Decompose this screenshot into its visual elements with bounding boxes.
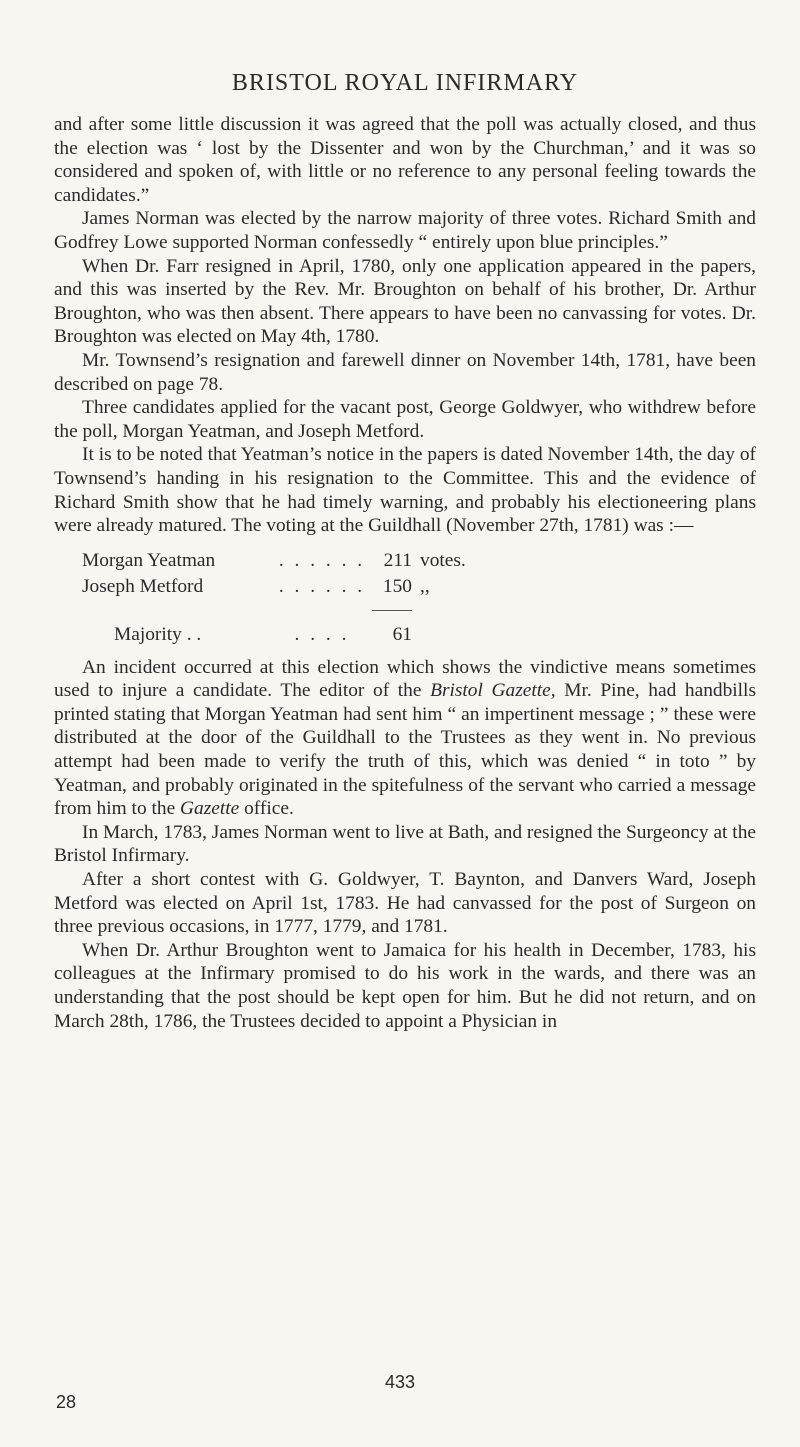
sum-rule-row — [82, 600, 756, 622]
majority-label: Majority . . — [114, 623, 202, 645]
paragraph: James Norman was elected by the narrow majority of three votes. Richard Smith and Godfrey Lowe supported Norman confessedly “ entirely upon blue principles.” — [54, 208, 756, 253]
paragraph: It is to be noted that Yeatman’s notice in the papers is dated November 14th, the day of Townsend’s handing in his resignation to the Committee. This and the evidence of Richard Smith show that he had timely warning, and probably his electioneering plans were already matured. The voting at the Guildhall (November 27th, 1781) was :— — [54, 444, 756, 537]
paragraph: In March, 1783, James Norman went to live at Bath, and resigned the Surgeoncy at the Bristol Infirmary. — [54, 821, 756, 867]
italic-title: Gazette — [180, 798, 240, 820]
signature-mark: 28 — [56, 1392, 77, 1412]
leader-dots: . . . . . . — [278, 575, 366, 597]
paragraph: After a short contest with G. Goldwyer, T. Baynton, and Danvers Ward, Joseph Metford was elected on April 1st, 1783. He had canvassed for the post of Surgeon on three previous occasions, in 1777, 1779, and 1781. — [54, 869, 756, 938]
paragraph: and after some little discussion it was agreed that the poll was actually closed, and thus the election was ‘ lost by the Dissenter and won by the Churchman,’ and it was so considered and spoken of, with little or no reference to any personal feeling towards the candidates.” — [54, 114, 756, 206]
paragraph: Mr. Townsend’s resignation and farewell dinner on November 14th, 1781, have been described on page 78. — [54, 349, 756, 395]
vote-unit: votes. — [420, 549, 466, 571]
candidate-name: Joseph Metford — [82, 575, 204, 597]
page — [54, 70, 756, 1033]
vote-table — [54, 548, 756, 648]
page-number: 433 — [384, 1372, 416, 1392]
italic-title: Bristol Gazette, — [430, 680, 556, 702]
vote-count: 211 — [383, 549, 412, 571]
sum-rule — [372, 610, 412, 611]
vote-count: 150 — [382, 575, 412, 597]
majority-value: 61 — [392, 623, 412, 645]
vote-row — [82, 574, 756, 600]
paragraph: An incident occurred at this election which shows the vindictive means sometimes used to injure a candidate. The editor of the Bristol Gazette, Mr. Pine, had handbills printed stating that Morgan Yeatman had sent him “ an impertinent message ; ” these were distributed at the door of the Guildhall to the Trustees as they went in. No previous attempt had been made to verify the truth of this, which was denied “ in toto ” by Yeatman, and probably originated in the spitefulness of the servant who carried a message from him to the Gazette office. — [54, 656, 756, 820]
running-head: BRISTOL ROYAL INFIRMARY — [231, 70, 579, 96]
leader-dots: . . . . . . — [278, 549, 366, 571]
paragraph: When Dr. Arthur Broughton went to Jamaica for his health in December, 1783, his colleagues at the Infirmary promised to do his work in the wards, and there was an understanding that the post should be kept open for him. But he did not return, and on March 28th, 1786, the Trustees decided to appoint a Physician in — [54, 939, 756, 1032]
leader-dots: . . . . — [294, 623, 350, 645]
vote-unit: ,, — [420, 575, 430, 597]
vote-row — [82, 548, 756, 574]
majority-row — [114, 622, 756, 648]
paragraph: Three candidates applied for the vacant post, George Goldwyer, who withdrew before the poll, Morgan Yeatman, and Joseph Metford. — [54, 397, 756, 442]
candidate-name: Morgan Yeatman — [82, 549, 216, 571]
paragraph: When Dr. Farr resigned in April, 1780, only one application appeared in the papers, and this was inserted by the Rev. Mr. Broughton on behalf of his brother, Dr. Arthur Broughton, who was then absent. There appears to have been no canvassing for votes. Dr. Broughton was elected on May 4th, 1780. — [54, 255, 756, 348]
